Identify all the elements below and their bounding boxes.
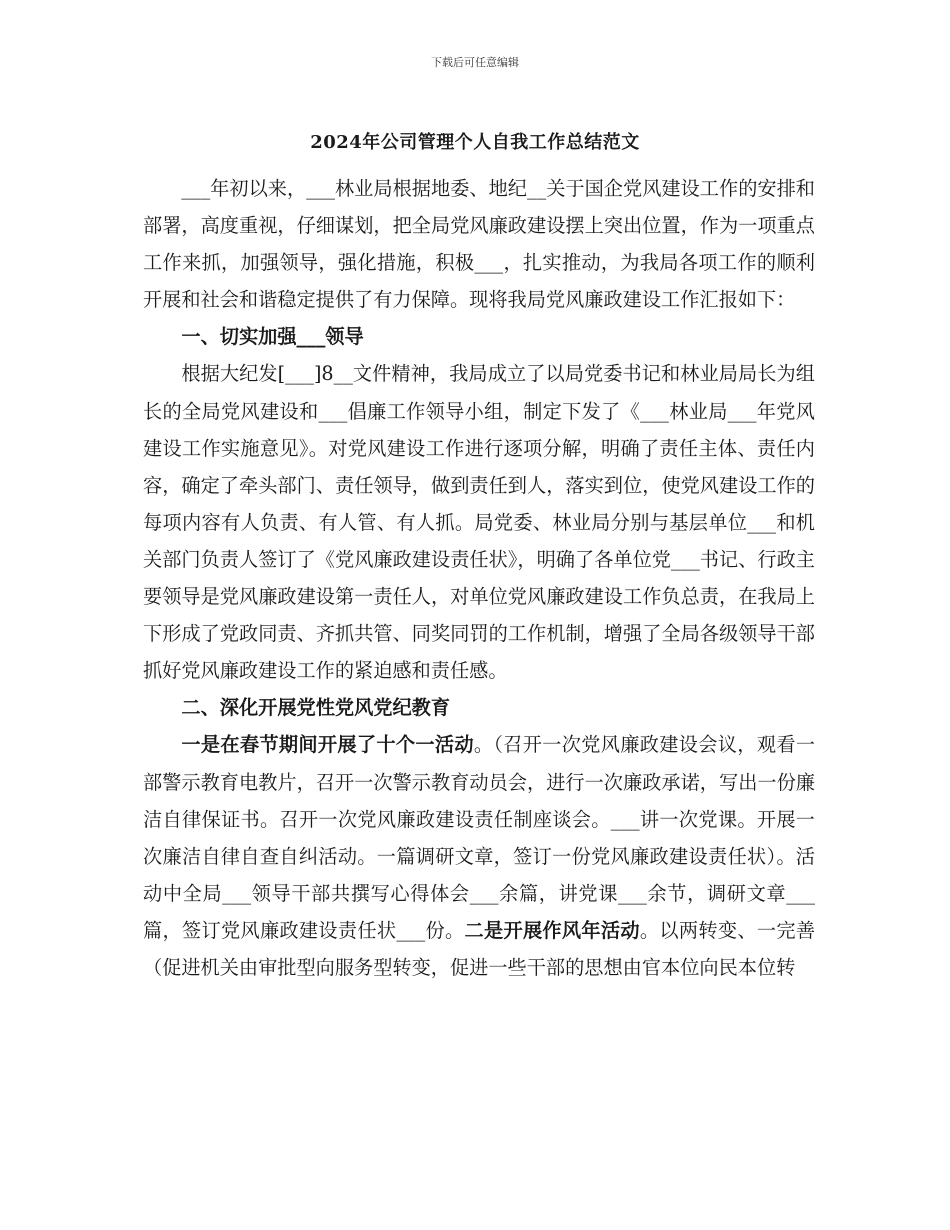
document-title: 2024年公司管理个人自我工作总结范文 (310, 132, 640, 153)
paragraph-intro: ___年初以来，___林业局根据地委、地纪__关于国企党风建设工作的安排和部署，高度重视，仔细谋划，把全局党风廉政建设摆上突出位置，作为一项重点工作来抓，加强领导，强化措施，积极___，扎实推动，为我局各项工作的顺利开展和社会和谐稳定提供了有力保障。现将我局党风廉政建设工作汇报如下： (143, 177, 815, 312)
section-heading-1: 一、切实加强___领导 (181, 325, 364, 349)
paragraph-education (143, 726, 815, 986)
paragraph-text-first: 。（召开一次党风廉政建设会议，观看一部警示教育电教片，召开一次警示教育动员会，进行一次廉政承诺，写出一份廉洁自律保证书。召开一次党风廉政建设责任制座谈会。___讲一次党课。开展一次廉洁自律自查自纠活动。一篇调研文章，签订一份党风廉政建设责任状）。活动中全局___领导干部共撰写心得体会___余篇，讲党课___余节，调研文章___篇，签订党风廉政建设责任状___份。 (143, 733, 816, 942)
section-heading-2: 二、深化开展党性党风党纪教育 (181, 696, 451, 720)
page-header-note: 下载后可任意编辑 (431, 56, 519, 69)
document-body (143, 170, 815, 986)
bold-phrase-first: 一是在春节期间开展了十个一活动 (181, 733, 474, 757)
paragraph-text-second: 。以两转变、一完善（促进机关由审批型向服务型转变，促进一些干部的思想由官本位向民本位转 (143, 918, 816, 979)
paragraph-leadership: 根据大纪发[___]8__文件精神，我局成立了以局党委书记和林业局局长为组长的全局党风建设和___倡廉工作领导小组，制定下发了《___林业局___年党风建设工作实施意见》。对党风建设工作进行逐项分解，明确了责任主体、责任内容，确定了牵头部门、责任领导，做到责任到人，落实到位，使党风建设工作的每项内容有人负责、有人管、有人抓。局党委、林业局分别与基层单位___和机关部门负责人签订了《党风廉政建设责任状》，明确了各单位党___书记、行政主要领导是党风廉政建设第一责任人，对单位党风廉政建设工作负总责，在我局上下形成了党政同责、齐抓共管、同奖同罚的工作机制，增强了全局各级领导干部抓好党风廉政建设工作的紧迫感和责任感。 (143, 362, 815, 683)
bold-phrase-second: 二是开展作风年活动 (464, 918, 640, 942)
